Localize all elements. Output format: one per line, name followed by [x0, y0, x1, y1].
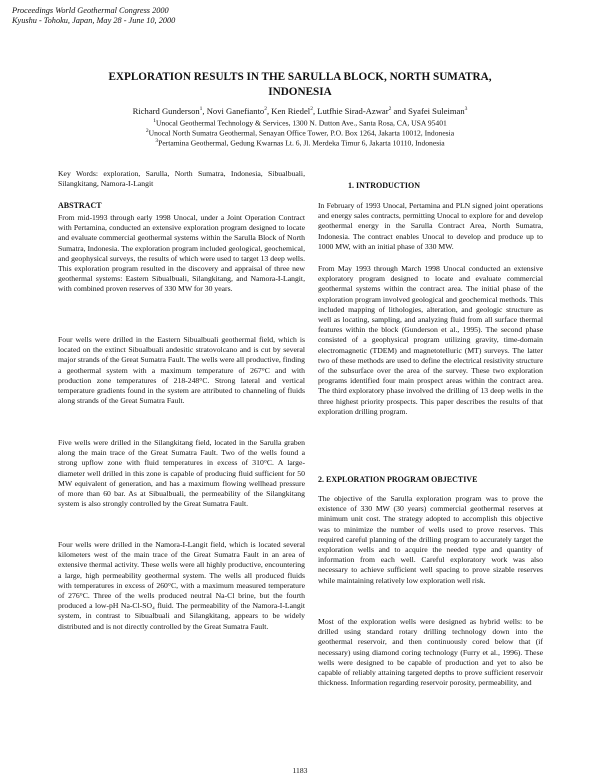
- running-head-line2: Kyushu - Tohoku, Japan, May 28 - June 10, 2000: [12, 16, 176, 25]
- author-sup: 3: [464, 106, 468, 112]
- author-sup: 1: [199, 106, 203, 112]
- right-column: [318, 0, 543, 776]
- author-separator: ,: [202, 105, 207, 116]
- paper-title-line1: EXPLORATION RESULTS IN THE SARULLA BLOCK, NORTH SUMATRA,: [108, 71, 492, 83]
- introduction-heading: 1. INTRODUCTION: [348, 181, 421, 190]
- author-name: Richard Gunderson: [132, 105, 200, 116]
- paper-title-line2: INDONESIA: [268, 86, 332, 98]
- author-name: Lutfhie Sirad-Azwar: [317, 105, 389, 116]
- introduction-paragraph-1: In February of 1993 Unocal, Pertamina and PLN signed joint operations and energy sales contracts, permitting Unocal to explore for and develop geothermal energy in the Sarulla Contract Area, North Sumatra, Indonesia. The contract enables Unocal to develop and produce up to 1000 MW, with an initial phase of 330 MW.: [318, 201, 543, 251]
- page-number: 1183: [292, 766, 308, 775]
- objective-heading: 2. EXPLORATION PROGRAM OBJECTIVE: [318, 475, 478, 484]
- author-name: Ken Riedel: [271, 105, 311, 116]
- abstract-paragraph-1: From mid-1993 through early 1998 Unocal, under a Joint Operation Contract with Pertamina, conducted an extensive exploration program designed to locate and evaluate commercial geothermal systems within the Sarulla Block of North Sumatra, Indonesia. The exploration program included geological, geochemical, and geophysical surveys, the results of which were used to target 13 deep wells. This exploration program resulted in the discovery and appraisal of three new geothermal systems: Eastern Sibualbuali, Silangkitang, and Namora-I-Langit, with combined proven reserves of 330 MW for 30 years.: [58, 213, 305, 294]
- author-name: Novi Ganefianto: [206, 105, 265, 116]
- affiliation-sup: 2: [145, 128, 149, 134]
- keywords: Key Words: exploration, Sarulla, North Sumatra, Indonesia, Sibualbuali, Silangkitang, Namora-I-Langit: [58, 169, 305, 189]
- affiliation-text: Pertamina Geothermal, Gedung Kwarnas Lt. 6, Jl. Merdeka Timur 6, Jakarta 10110, Indonesia: [158, 138, 445, 148]
- author-sup: 2: [310, 106, 313, 112]
- author-separator: ,: [312, 105, 318, 116]
- affiliation-text: Unocal Geothermal Technology & Services, 1300 N. Dutton Ave., Santa Rosa, CA, USA 95401: [155, 118, 447, 128]
- abstract-paragraph-2: Four wells were drilled in the Eastern Sibualbuali geothermal field, which is located on the extinct Sibualbuali andesitic stratovolcano and is cut by several major strands of the Great Sumatra Fault. The wells were all productive, finding a geothermal system with a maximum temperature of 267°C and with production zone temperatures of 218-248°C. Strong lateral and vertical temperature gradients found in the system are attributed to channeling of fluids along strands of the Great Sumatra Fault.: [58, 335, 305, 406]
- author-separator: and: [391, 105, 409, 116]
- abstract-paragraph-3: Five wells were drilled in the Silangkitang field, located in the Sarulla graben along the main trace of the Great Sumatra Fault. Two of the wells found a strong upflow zone with fluid temperatures in excess of 310°C. A large-diameter well drilled in this zone is capable of producing fluid sufficient for 50 MW equivalent of generation, and has a maximum flowing wellhead pressure of more than 60 bar. As at Sibualbuali, the permeability of the Silangkitang system is also strongly controlled by the Great Sumatra Fault.: [58, 438, 305, 509]
- left-column: [58, 0, 305, 776]
- abstract-paragraph-4: Four wells were drilled in the Namora-I-Langit field, which is located several kilometers west of the main trace of the Great Sumatra Fault in an area of extensive thermal activity. These wells were all highly productive, encountering a large, high permeability geothermal system. The wells all produced fluids with temperatures in excess of 260°C, with a maximum measured temperature of 276°C. Three of the wells produced neutral Na-Cl brine, but the fourth produced a low-pH Na-Cl-SO₄ fluid. The permeability of the Namora-I-Langit system, in contrast to Sibualbuali and Silangkitang, appears to be widely distributed and is not directly controlled by the Great Sumatra Fault.: [58, 540, 305, 631]
- author-separator: ,: [266, 105, 272, 116]
- abstract-heading: ABSTRACT: [58, 201, 102, 210]
- author-sup: 2: [264, 106, 267, 112]
- objective-paragraph-1: The objective of the Sarulla exploration program was to prove the existence of 330 MW (30 years) commercial geothermal reserves at minimum unit cost. The strategy adopted to accomplish this objective was to minimize the number of wells used to prove reserves. This required careful planning of the drilling program to accurately target the exploration wells and to acquire the needed type and quantity of information from each well. Careful exploratory work was also necessary to achieve sufficient well spacing to prove sizable reserves while maintaining relatively low exploration well risk.: [318, 494, 543, 585]
- objective-paragraph-2: Most of the exploration wells were designed as hybrid wells: to be drilled using standard rotary drilling technology down into the geothermal reservoir, and then continuously cored below that (if necessary) using diamond coring technology (Furry et al., 1996). These wells were designed to be capable of production and yet to also be capable of reliably attaining targeted depths to prove sufficient reservoir thickness. Information regarding reservoir porosity, permeability, and: [318, 617, 543, 688]
- author-sup: 2: [388, 106, 392, 112]
- affiliation-sup: 1: [153, 118, 156, 124]
- introduction-paragraph-2: From May 1993 through March 1998 Unocal conducted an extensive exploratory program designed to locate and evaluate commercial geothermal systems within the contract area. The initial phase of the exploration program involved geological and geochemical methods. This included mapping of lithologies, alteration, and geologic structure as well as locating, sampling, and analyzing fluid from all surface thermal features within the block (Gunderson et al., 1995). The second phase consisted of a geophysical program utilizing gravity, time-domain electromagnetic (TDEM) and magnetotelluric (MT) surveys. The latter two of these methods are used to define the electrical resistivity structure of the subsurface over the area of the survey. These two exploration programs identified four main prospect areas within the contract area. The third exploratory phase involved the drilling of 13 deep wells in the three highest priority prospects. This paper describes the results of that exploration drilling program.: [318, 264, 543, 416]
- affiliation-sup: 3: [155, 138, 159, 144]
- affiliation-text: Unocal North Sumatra Geothermal, Senayan Office Tower, P.O. Box 1264, Jakarta 10012, Indonesia: [148, 128, 455, 138]
- running-head-line1: Proceedings World Geothermal Congress 2000: [12, 6, 169, 15]
- author-name: Syafei Suleiman: [408, 105, 465, 116]
